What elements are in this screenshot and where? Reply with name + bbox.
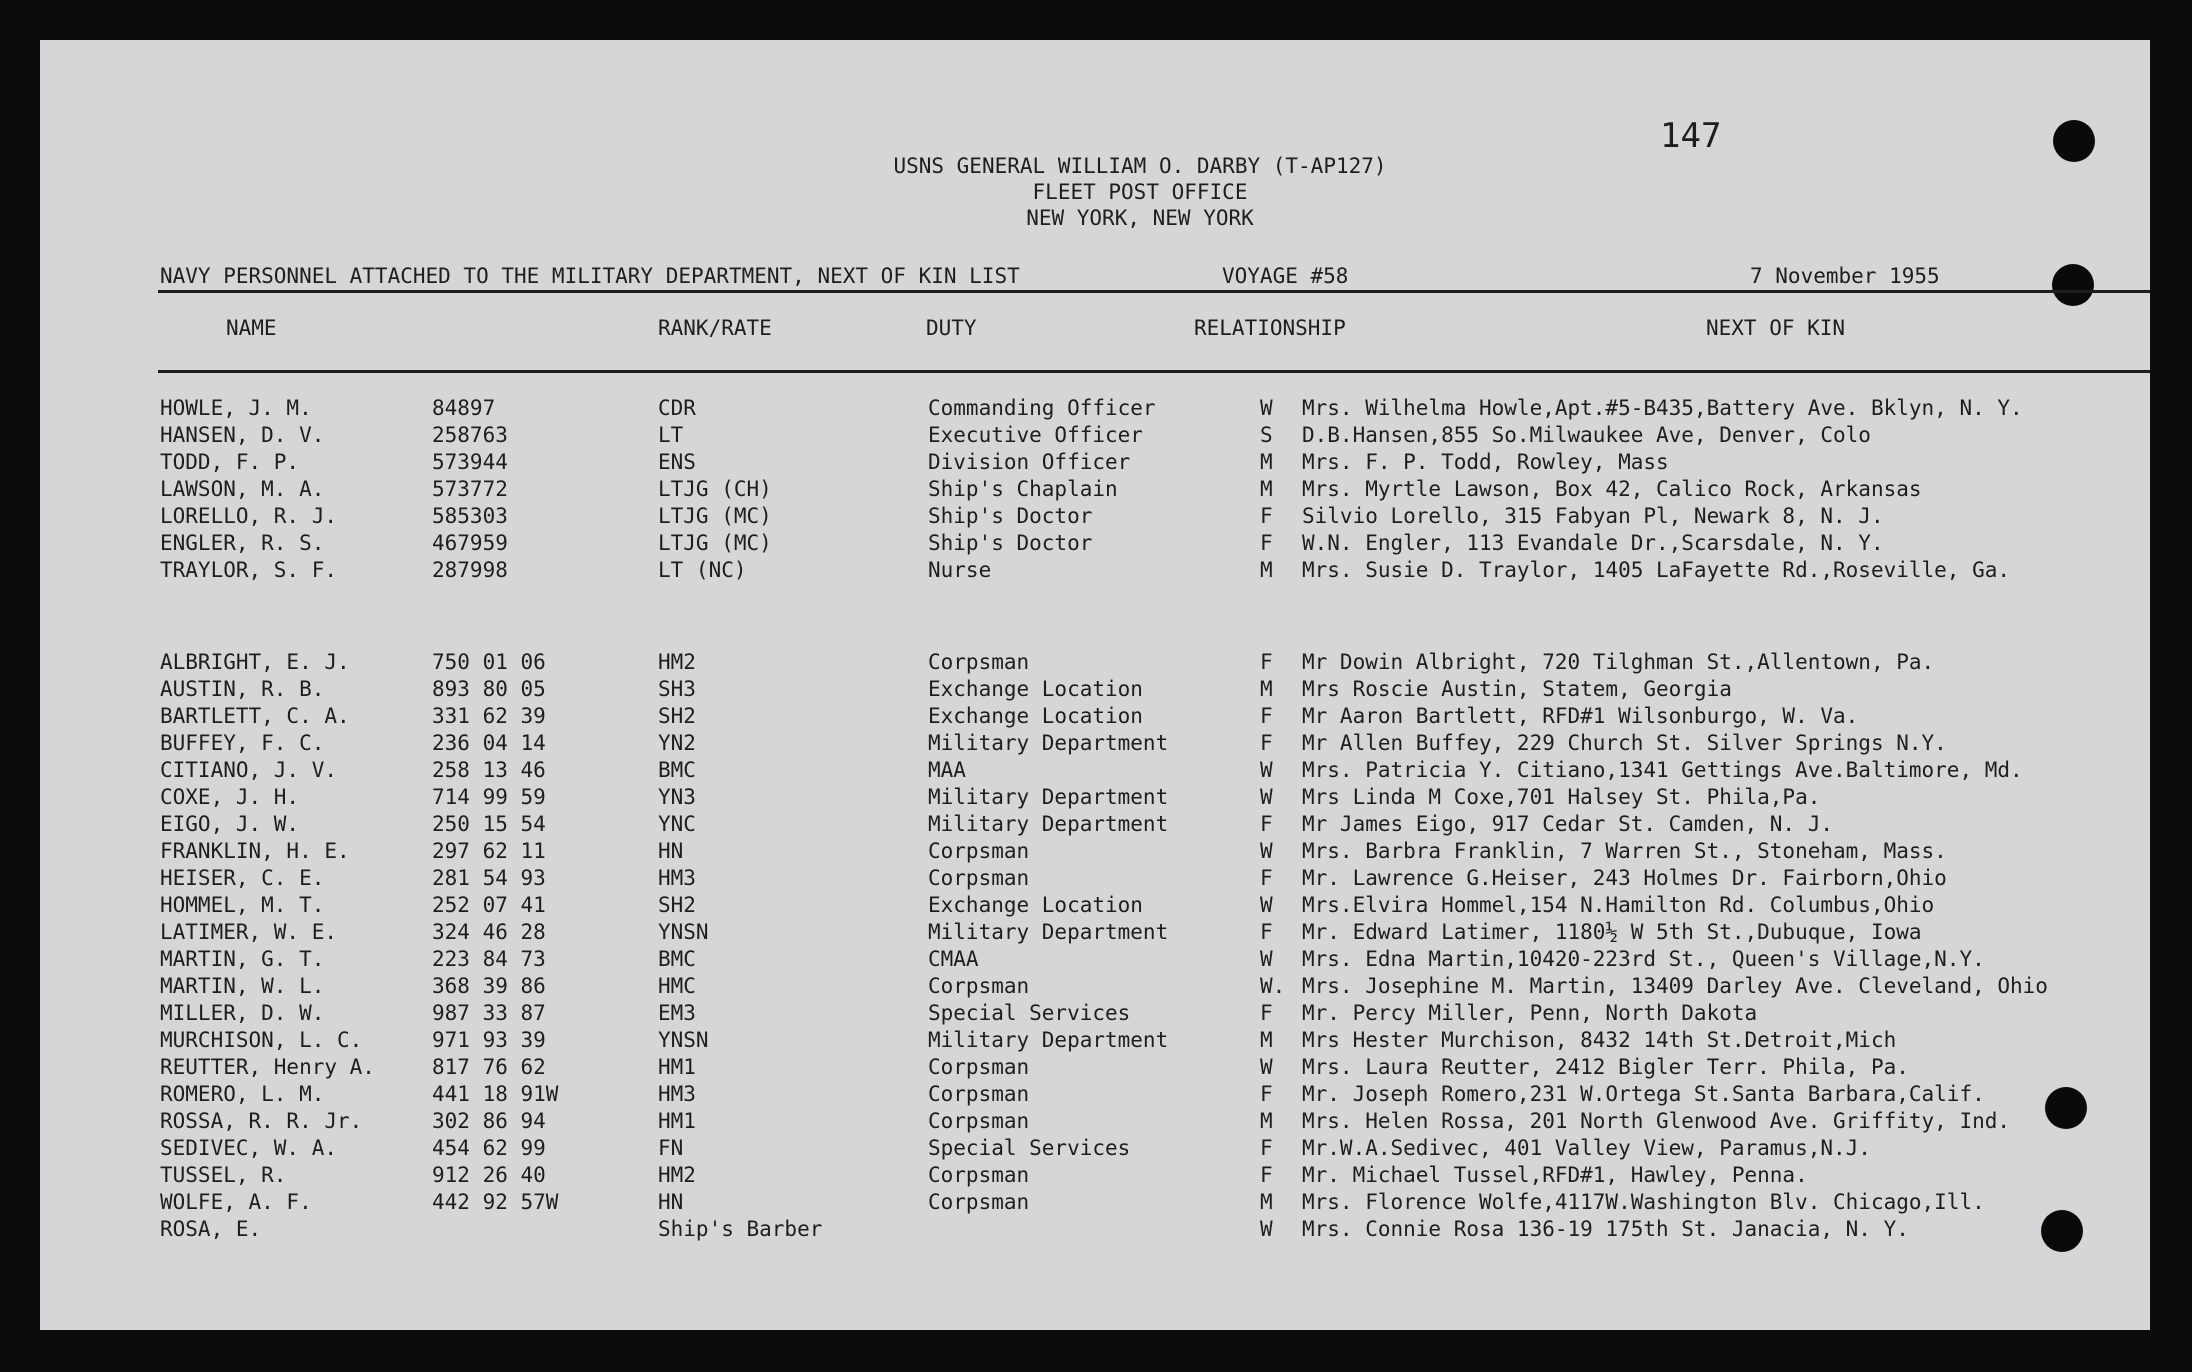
- header-ship-name: USNS GENERAL WILLIAM O. DARBY (T-AP127): [893, 154, 1387, 178]
- cell-rank: YNSN: [658, 1028, 709, 1052]
- cell-relationship: W: [1260, 1055, 1273, 1079]
- cell-name: ALBRIGHT, E. J.: [160, 650, 350, 674]
- cell-duty: Ship's Doctor: [928, 504, 1093, 528]
- cell-rank: YN2: [658, 731, 696, 755]
- cell-service-number: 585303: [432, 504, 508, 528]
- cell-name: ROSA, E.: [160, 1217, 262, 1241]
- cell-next-of-kin: Mrs. Myrtle Lawson, Box 42, Calico Rock, Arkansas: [1302, 477, 1922, 501]
- cell-service-number: 297 62 11: [432, 839, 546, 863]
- cell-duty: Military Department: [928, 1028, 1169, 1052]
- cell-next-of-kin: Mrs. Helen Rossa, 201 North Glenwood Ave. Griffity, Ind.: [1302, 1109, 2011, 1133]
- cell-duty: Special Services: [928, 1001, 1131, 1025]
- cell-name: ENGLER, R. S.: [160, 531, 325, 555]
- cell-next-of-kin: Mr. Michael Tussel,RFD#1, Hawley, Penna.: [1302, 1163, 1808, 1187]
- document-page: [40, 40, 2150, 1330]
- cell-relationship: F: [1260, 1001, 1273, 1025]
- cell-name: EIGO, J. W.: [160, 812, 300, 836]
- cell-duty: Corpsman: [928, 1055, 1030, 1079]
- cell-rank: HM1: [658, 1109, 696, 1133]
- cell-rank: YNSN: [658, 920, 709, 944]
- cell-name: MURCHISON, L. C.: [160, 1028, 363, 1052]
- cell-rank: HM3: [658, 866, 696, 890]
- cell-relationship: M: [1260, 1109, 1273, 1133]
- cell-duty: Ship's Chaplain: [928, 477, 1118, 501]
- cell-rank: HN: [658, 1190, 684, 1214]
- cell-rank: BMC: [658, 947, 696, 971]
- cell-relationship: F: [1260, 1163, 1273, 1187]
- cell-service-number: 750 01 06: [432, 650, 546, 674]
- cell-duty: CMAA: [928, 947, 979, 971]
- cell-relationship: W: [1260, 785, 1273, 809]
- cell-name: HEISER, C. E.: [160, 866, 325, 890]
- cell-service-number: 84897: [432, 396, 496, 420]
- cell-next-of-kin: Mrs. Josephine M. Martin, 13409 Darley Ave. Cleveland, Ohio: [1302, 974, 2048, 998]
- cell-service-number: 223 84 73: [432, 947, 546, 971]
- cell-service-number: 331 62 39: [432, 704, 546, 728]
- cell-service-number: 467959: [432, 531, 508, 555]
- column-header-rule: [158, 370, 2150, 373]
- cell-next-of-kin: Mr Allen Buffey, 229 Church St. Silver Springs N.Y.: [1302, 731, 1947, 755]
- cell-rank: EM3: [658, 1001, 696, 1025]
- cell-service-number: 258763: [432, 423, 508, 447]
- cell-relationship: W: [1260, 839, 1273, 863]
- punch-hole: [2052, 264, 2094, 306]
- list-date: 7 November 1955: [1750, 264, 1940, 288]
- cell-name: BUFFEY, F. C.: [160, 731, 325, 755]
- cell-service-number: 324 46 28: [432, 920, 546, 944]
- cell-next-of-kin: Mr. Edward Latimer, 1180½ W 5th St.,Dubuque, Iowa: [1302, 920, 1922, 944]
- cell-rank: HM1: [658, 1055, 696, 1079]
- cell-next-of-kin: Mr. Percy Miller, Penn, North Dakota: [1302, 1001, 1758, 1025]
- cell-service-number: 573944: [432, 450, 508, 474]
- cell-service-number: 893 80 05: [432, 677, 546, 701]
- col-header-relationship: RELATIONSHIP: [1194, 316, 1346, 340]
- cell-name: HOWLE, J. M.: [160, 396, 312, 420]
- cell-duty: Division Officer: [928, 450, 1131, 474]
- cell-next-of-kin: D.B.Hansen,855 So.Milwaukee Ave, Denver, Colo: [1302, 423, 1871, 447]
- cell-next-of-kin: W.N. Engler, 113 Evandale Dr.,Scarsdale, N. Y.: [1302, 531, 1884, 555]
- cell-service-number: 912 26 40: [432, 1163, 546, 1187]
- cell-next-of-kin: Mrs. Patricia Y. Citiano,1341 Gettings Ave.Baltimore, Md.: [1302, 758, 2023, 782]
- cell-name: REUTTER, Henry A.: [160, 1055, 375, 1079]
- col-header-next-of-kin: NEXT OF KIN: [1706, 316, 1846, 340]
- cell-rank: FN: [658, 1136, 684, 1160]
- cell-service-number: 368 39 86: [432, 974, 546, 998]
- punch-hole: [2053, 120, 2095, 162]
- cell-next-of-kin: Mrs.Elvira Hommel,154 N.Hamilton Rd. Columbus,Ohio: [1302, 893, 1935, 917]
- cell-name: LORELLO, R. J.: [160, 504, 338, 528]
- cell-rank: SH2: [658, 704, 696, 728]
- cell-duty: Military Department: [928, 731, 1169, 755]
- cell-duty: Military Department: [928, 920, 1169, 944]
- cell-relationship: F: [1260, 650, 1273, 674]
- cell-rank: Ship's Barber: [658, 1217, 823, 1241]
- cell-next-of-kin: Mrs. Laura Reutter, 2412 Bigler Terr. Phila, Pa.: [1302, 1055, 1909, 1079]
- cell-duty: Commanding Officer: [928, 396, 1156, 420]
- cell-name: COXE, J. H.: [160, 785, 300, 809]
- cell-next-of-kin: Mrs Roscie Austin, Statem, Georgia: [1302, 677, 1732, 701]
- cell-duty: Military Department: [928, 785, 1169, 809]
- cell-duty: Corpsman: [928, 1082, 1030, 1106]
- col-header-rank: RANK/RATE: [658, 316, 772, 340]
- cell-relationship: M: [1260, 450, 1273, 474]
- cell-service-number: 302 86 94: [432, 1109, 546, 1133]
- cell-name: TODD, F. P.: [160, 450, 300, 474]
- cell-name: WOLFE, A. F.: [160, 1190, 312, 1214]
- cell-relationship: M: [1260, 558, 1273, 582]
- title-rule: [158, 290, 2150, 293]
- cell-relationship: W: [1260, 396, 1273, 420]
- cell-relationship: F: [1260, 1136, 1273, 1160]
- cell-duty: Corpsman: [928, 1163, 1030, 1187]
- cell-relationship: W.: [1260, 974, 1286, 998]
- cell-service-number: 442 92 57W: [432, 1190, 559, 1214]
- cell-service-number: 252 07 41: [432, 893, 546, 917]
- cell-next-of-kin: Mr. Lawrence G.Heiser, 243 Holmes Dr. Fairborn,Ohio: [1302, 866, 1947, 890]
- cell-relationship: M: [1260, 1190, 1273, 1214]
- cell-relationship: W: [1260, 947, 1273, 971]
- cell-rank: LT (NC): [658, 558, 747, 582]
- col-header-name: NAME: [226, 316, 277, 340]
- cell-next-of-kin: Mrs Linda M Coxe,701 Halsey St. Phila,Pa.: [1302, 785, 1821, 809]
- cell-service-number: 817 76 62: [432, 1055, 546, 1079]
- cell-duty: MAA: [928, 758, 966, 782]
- cell-duty: Military Department: [928, 812, 1169, 836]
- cell-rank: HMC: [658, 974, 696, 998]
- cell-rank: LTJG (MC): [658, 504, 772, 528]
- cell-duty: Exchange Location: [928, 704, 1143, 728]
- cell-next-of-kin: Mr Aaron Bartlett, RFD#1 Wilsonburgo, W. Va.: [1302, 704, 1859, 728]
- cell-rank: HM3: [658, 1082, 696, 1106]
- cell-relationship: F: [1260, 731, 1273, 755]
- cell-rank: SH2: [658, 893, 696, 917]
- cell-service-number: 236 04 14: [432, 731, 546, 755]
- col-header-duty: DUTY: [926, 316, 977, 340]
- cell-next-of-kin: Mrs. Connie Rosa 136-19 175th St. Janacia, N. Y.: [1302, 1217, 1909, 1241]
- cell-relationship: F: [1260, 866, 1273, 890]
- cell-duty: Corpsman: [928, 1190, 1030, 1214]
- cell-rank: LTJG (CH): [658, 477, 772, 501]
- cell-duty: Ship's Doctor: [928, 531, 1093, 555]
- cell-relationship: M: [1260, 477, 1273, 501]
- cell-name: ROMERO, L. M.: [160, 1082, 325, 1106]
- cell-next-of-kin: Mrs Hester Murchison, 8432 14th St.Detroit,Mich: [1302, 1028, 1897, 1052]
- cell-next-of-kin: Mr.W.A.Sedivec, 401 Valley View, Paramus,N.J.: [1302, 1136, 1871, 1160]
- cell-relationship: W: [1260, 893, 1273, 917]
- cell-name: HOMMEL, M. T.: [160, 893, 325, 917]
- cell-name: MILLER, D. W.: [160, 1001, 325, 1025]
- cell-next-of-kin: Mr James Eigo, 917 Cedar St. Camden, N. J.: [1302, 812, 1834, 836]
- cell-relationship: S: [1260, 423, 1273, 447]
- cell-rank: LTJG (MC): [658, 531, 772, 555]
- cell-duty: Executive Officer: [928, 423, 1143, 447]
- cell-relationship: W: [1260, 1217, 1273, 1241]
- cell-next-of-kin: Mrs. F. P. Todd, Rowley, Mass: [1302, 450, 1669, 474]
- cell-name: CITIANO, J. V.: [160, 758, 338, 782]
- cell-relationship: M: [1260, 1028, 1273, 1052]
- cell-rank: BMC: [658, 758, 696, 782]
- cell-rank: YN3: [658, 785, 696, 809]
- cell-rank: HM2: [658, 650, 696, 674]
- cell-rank: HN: [658, 839, 684, 863]
- cell-name: HANSEN, D. V.: [160, 423, 325, 447]
- cell-next-of-kin: Mrs. Susie D. Traylor, 1405 LaFayette Rd.,Roseville, Ga.: [1302, 558, 2011, 582]
- cell-next-of-kin: Mrs. Edna Martin,10420-223rd St., Queen's Village,N.Y.: [1302, 947, 1985, 971]
- cell-duty: Corpsman: [928, 650, 1030, 674]
- cell-duty: Corpsman: [928, 839, 1030, 863]
- cell-service-number: 441 18 91W: [432, 1082, 559, 1106]
- cell-service-number: 250 15 54: [432, 812, 546, 836]
- cell-rank: YNC: [658, 812, 696, 836]
- cell-relationship: W: [1260, 758, 1273, 782]
- cell-relationship: M: [1260, 677, 1273, 701]
- cell-duty: Corpsman: [928, 1109, 1030, 1133]
- cell-rank: SH3: [658, 677, 696, 701]
- cell-name: ROSSA, R. R. Jr.: [160, 1109, 363, 1133]
- cell-relationship: F: [1260, 704, 1273, 728]
- header-city: NEW YORK, NEW YORK: [1026, 206, 1254, 230]
- cell-next-of-kin: Mr Dowin Albright, 720 Tilghman St.,Allentown, Pa.: [1302, 650, 1935, 674]
- voyage-number: VOYAGE #58: [1222, 264, 1349, 288]
- cell-next-of-kin: Silvio Lorello, 315 Fabyan Pl, Newark 8, N. J.: [1302, 504, 1884, 528]
- cell-name: TRAYLOR, S. F.: [160, 558, 338, 582]
- cell-next-of-kin: Mr. Joseph Romero,231 W.Ortega St.Santa Barbara,Calif.: [1302, 1082, 1985, 1106]
- cell-relationship: F: [1260, 531, 1273, 555]
- cell-rank: HM2: [658, 1163, 696, 1187]
- cell-rank: LT: [658, 423, 684, 447]
- cell-relationship: F: [1260, 812, 1273, 836]
- cell-service-number: 258 13 46: [432, 758, 546, 782]
- cell-service-number: 714 99 59: [432, 785, 546, 809]
- cell-relationship: F: [1260, 920, 1273, 944]
- cell-duty: Exchange Location: [928, 677, 1143, 701]
- list-title: NAVY PERSONNEL ATTACHED TO THE MILITARY DEPARTMENT, NEXT OF KIN LIST: [160, 264, 1020, 288]
- cell-relationship: F: [1260, 1082, 1273, 1106]
- cell-duty: Corpsman: [928, 974, 1030, 998]
- punch-hole: [2045, 1087, 2087, 1129]
- cell-service-number: 287998: [432, 558, 508, 582]
- cell-service-number: 281 54 93: [432, 866, 546, 890]
- cell-next-of-kin: Mrs. Florence Wolfe,4117W.Washington Blv. Chicago,Ill.: [1302, 1190, 1985, 1214]
- page-number: 147: [1660, 116, 1722, 156]
- header-fpo: FLEET POST OFFICE: [1032, 180, 1248, 204]
- cell-name: FRANKLIN, H. E.: [160, 839, 350, 863]
- cell-next-of-kin: Mrs. Wilhelma Howle,Apt.#5-B435,Battery Ave. Bklyn, N. Y.: [1302, 396, 2023, 420]
- cell-duty: Exchange Location: [928, 893, 1143, 917]
- cell-name: AUSTIN, R. B.: [160, 677, 325, 701]
- cell-name: TUSSEL, R.: [160, 1163, 287, 1187]
- cell-duty: Nurse: [928, 558, 992, 582]
- cell-name: LATIMER, W. E.: [160, 920, 338, 944]
- cell-name: MARTIN, G. T.: [160, 947, 325, 971]
- cell-duty: Corpsman: [928, 866, 1030, 890]
- cell-duty: Special Services: [928, 1136, 1131, 1160]
- cell-name: BARTLETT, C. A.: [160, 704, 350, 728]
- cell-rank: ENS: [658, 450, 696, 474]
- cell-service-number: 971 93 39: [432, 1028, 546, 1052]
- cell-relationship: F: [1260, 504, 1273, 528]
- cell-name: MARTIN, W. L.: [160, 974, 325, 998]
- cell-service-number: 573772: [432, 477, 508, 501]
- cell-service-number: 454 62 99: [432, 1136, 546, 1160]
- cell-name: LAWSON, M. A.: [160, 477, 325, 501]
- cell-name: SEDIVEC, W. A.: [160, 1136, 338, 1160]
- cell-service-number: 987 33 87: [432, 1001, 546, 1025]
- punch-hole: [2041, 1210, 2083, 1252]
- cell-rank: CDR: [658, 396, 696, 420]
- cell-next-of-kin: Mrs. Barbra Franklin, 7 Warren St., Stoneham, Mass.: [1302, 839, 1947, 863]
